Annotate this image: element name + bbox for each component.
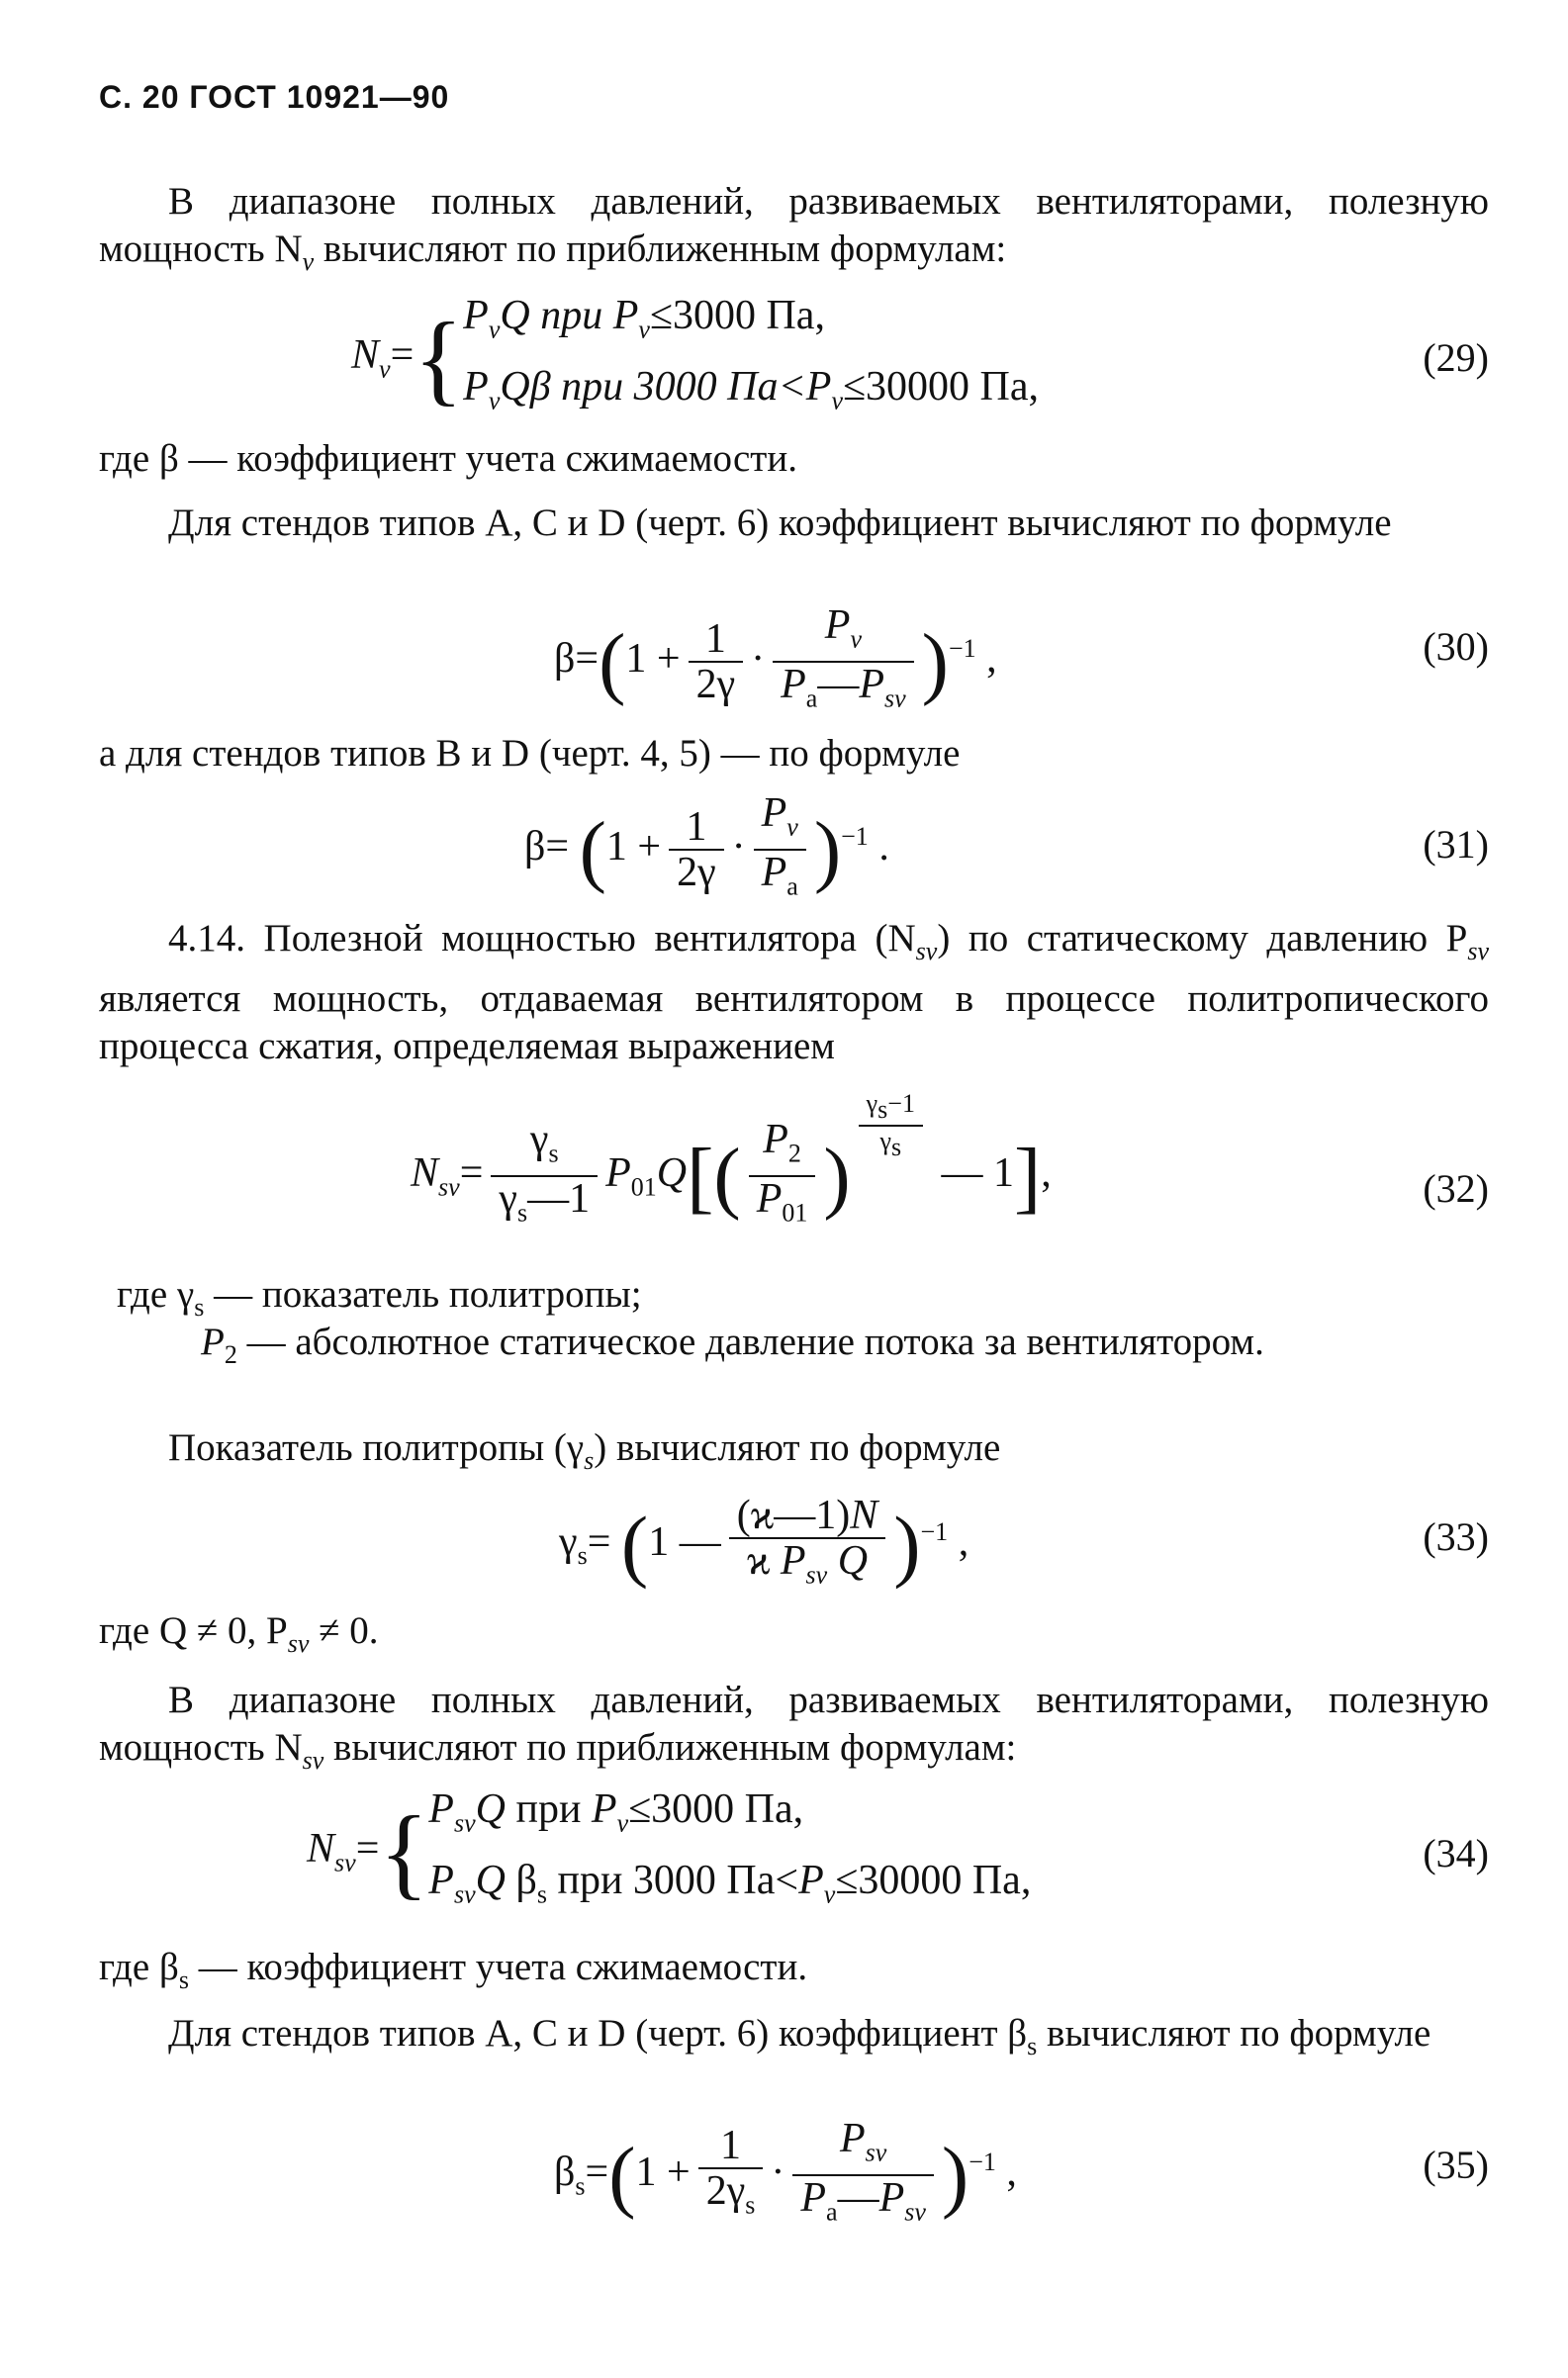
paragraph-1-text: В диапазоне полных давлений, развиваемых вентиляторами, полезную мощность N	[99, 180, 1489, 270]
where-gamma-s-text: — показатель политропы;	[204, 1273, 642, 1316]
where-p2-sub: 2	[224, 1339, 237, 1369]
paragraph-4: а для стендов типов В и D (черт. 4, 5) — по формуле	[99, 732, 961, 775]
paragraph-5-sub: sv	[915, 936, 938, 965]
equation-31-number: (31)	[1423, 822, 1489, 867]
equation-33-number: (33)	[1423, 1514, 1489, 1559]
paragraph-9	[99, 1944, 1489, 2004]
paragraph-9-text: где β	[99, 1946, 179, 1988]
equation-29-number: (29)	[1423, 335, 1489, 380]
where-gamma-s-sub: s	[194, 1292, 205, 1322]
where-p2-text: — абсолютное статическое давление потока за вентилятором.	[236, 1321, 1264, 1363]
where-gamma-s-label: где γ	[117, 1273, 195, 1316]
paragraph-5-mid: ) по статическому давлению P	[937, 917, 1468, 960]
equation-30: β=(1 + $\frac{1}{2\gamma}$ · $\frac{P_v}{P_a—P_{sv}}$ )$^{-1}$ ,	[554, 602, 997, 713]
paragraph-8	[99, 1677, 1489, 1784]
equation-35-number: (35)	[1423, 2143, 1489, 2187]
paragraph-5	[99, 915, 1489, 1070]
paragraph-10	[99, 2010, 1489, 2070]
paragraph-10-text: Для стендов типов А, С и D (черт. 6) коэффициент β	[168, 2012, 1028, 2055]
paragraph-10-end: вычисляют по формуле	[1037, 2012, 1431, 2055]
equation-34-number: (34)	[1423, 1831, 1489, 1875]
where-p2-label: P	[201, 1321, 225, 1363]
paragraph-3: Для стендов типов А, С и D (черт. 6) коэффициент вычисляют по формуле	[168, 502, 1392, 544]
paragraph-10-sub: s	[1027, 2031, 1038, 2060]
equation-32-number: (32)	[1423, 1166, 1489, 1211]
eq29-case-2: $P_vQ\beta$ при 3000 $Па<P_v\le 30000$ Па,	[463, 364, 1040, 415]
paragraph-1-sub: v	[302, 246, 315, 276]
paragraph-7-text: где Q ≠ 0, P	[99, 1609, 288, 1652]
paragraph-9-end: — коэффициент учета сжимаемости.	[188, 1946, 808, 1988]
paragraph-6-sub: s	[584, 1445, 595, 1475]
eq34-case-1: $P_{sv}Q$ при $P_v\le 3000$ Па,	[428, 1786, 804, 1838]
paragraph-1-end: вычисляют по приближенным формулам:	[314, 228, 1007, 270]
paragraph-6-end: ) вычисляют по формуле	[594, 1426, 1001, 1469]
paragraph-5-end: является мощность, отдаваемая вентилятором в процессе политропического процесса сжатия, определяемая выражением	[99, 976, 1489, 1067]
paragraph-1	[99, 178, 1489, 286]
equation-30-number: (30)	[1423, 624, 1489, 669]
paragraph-9-sub: s	[178, 1965, 189, 1994]
equation-35: $\beta_s=(1$ + $\frac{1}{2\gamma_s}$ · $\frac{P_{sv}}{P_a—P_{sv}}$ )$^{-1}$ ,	[554, 2116, 1017, 2227]
where-p2	[201, 1319, 1487, 1379]
paragraph-7-end: ≠ 0.	[309, 1609, 379, 1652]
equation-32: $N_{sv}=$ $\frac{\gamma_s}{\gamma_s—1}$ $P_{01}Q$[( $\frac{P_2}{P_{01}}$ ) $^{\frac{\gamma_s-1}{\gamma_s}}$ — 1],	[411, 1088, 1052, 1228]
paragraph-6-text: Показатель политропы (γ	[168, 1426, 585, 1469]
eq29-lhs: N	[351, 332, 380, 379]
paragraph-2: где β — коэффициент учета сжимаемости.	[99, 437, 797, 480]
equation-31: β= (1 + $\frac{1}{2\gamma}$ · $\frac{P_v}{P_a}$ )$^{-1}$ .	[524, 790, 889, 901]
paragraph-8-text: В диапазоне полных давлений, развиваемых вентиляторами, полезную мощность N	[99, 1679, 1489, 1769]
paragraph-5-text: 4.14. Полезной мощностью вентилятора (N	[168, 917, 916, 960]
paragraph-5-sub2: sv	[1467, 936, 1489, 965]
paragraph-7-sub: sv	[287, 1628, 310, 1658]
paragraph-8-end: вычисляют по приближенным формулам:	[323, 1726, 1017, 1769]
paragraph-6	[99, 1424, 1489, 1485]
eq34-case-2: $P_{sv}Q$ $\beta_s$ при 3000 $Па<P_v\le 30000$ Па,	[428, 1858, 1032, 1909]
equation-29: $N_v=\{P_vQ$ при $P_v\le 3000$ Па, $P_vQ\beta$ при 3000 $Па<P_v\le 30000$ Па,	[351, 293, 1040, 415]
paragraph-7	[99, 1607, 1489, 1668]
equation-34: $N_{sv}=\{P_{sv}Q$ при $P_v\le 3000$ Па, $P_{sv}Q$ $\beta_s$ при 3000 $Па<P_v\le 30000$ Па,	[307, 1786, 1032, 1909]
equation-33: $\gamma_s= (1$ — $\frac{(ϰ—1)N}{ϰ P_{sv} Q}$ )$^{-1}$ ,	[559, 1493, 969, 1591]
paragraph-8-sub: sv	[302, 1745, 324, 1775]
eq29-case-1: $P_vQ$ при $P_v\le 3000$ Па,	[463, 293, 825, 344]
page-header: С. 20 ГОСТ 10921—90	[99, 79, 450, 115]
eq29-lhs-sub: v	[379, 354, 391, 384]
